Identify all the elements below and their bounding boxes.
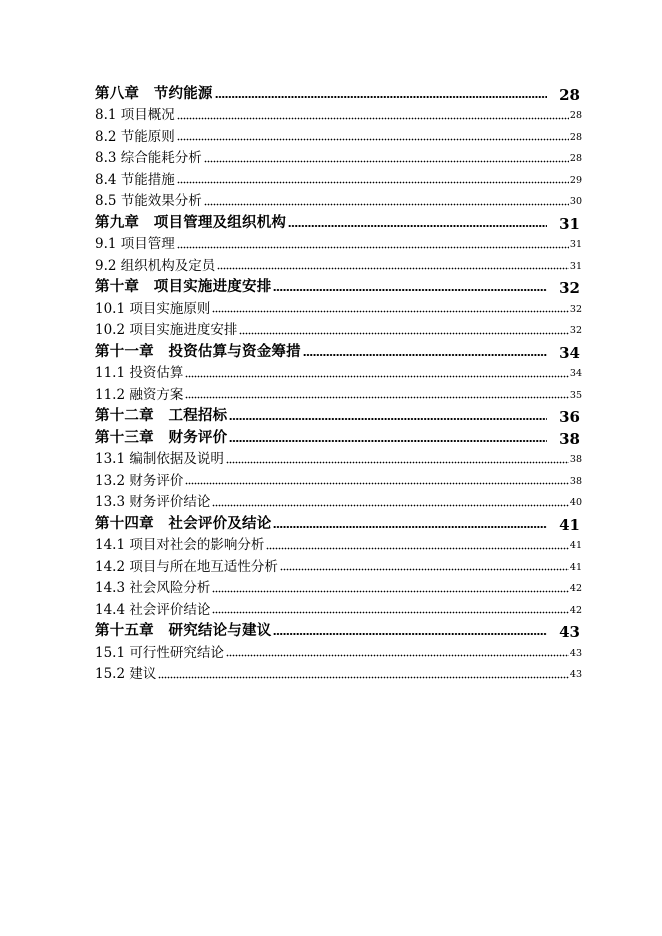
toc-section-entry[interactable] xyxy=(95,252,582,274)
dot-leader xyxy=(185,396,569,400)
toc-entry-page-number: 43 xyxy=(569,669,582,680)
toc-entry-page-number: 34 xyxy=(559,343,580,360)
toc-entry-title: 10.2 项目实施进度安排 xyxy=(95,322,238,338)
toc-entry-title: 第十一章 投资估算与资金筹措 xyxy=(95,342,301,360)
toc-entry-page-number: 35 xyxy=(569,389,582,401)
dot-leader xyxy=(212,310,569,314)
dot-leader xyxy=(212,589,569,593)
toc-entry-page-number: 42 xyxy=(569,583,582,594)
toc-entry-title: 第九章 项目管理及组织机构 xyxy=(95,213,287,231)
dot-leader xyxy=(177,116,569,120)
dot-leader xyxy=(288,224,547,228)
toc-entry-title: 8.1 项目概况 xyxy=(95,107,175,123)
dot-leader xyxy=(229,439,547,443)
dot-leader xyxy=(215,95,548,99)
toc-entry-page-number: 28 xyxy=(569,153,582,164)
toc-entry-page-number: 32 xyxy=(569,303,582,315)
toc-entry-page-number: 38 xyxy=(559,429,580,446)
toc-section-entry[interactable] xyxy=(95,575,582,597)
dot-leader xyxy=(280,568,569,572)
toc-entry-page-number: 28 xyxy=(569,131,582,143)
toc-section-entry[interactable] xyxy=(95,446,582,468)
dot-leader xyxy=(177,181,569,185)
toc-entry-page-number: 42 xyxy=(569,604,582,616)
toc-section-entry[interactable] xyxy=(95,596,582,618)
toc-entry-title: 8.5 节能效果分析 xyxy=(95,193,202,209)
toc-entry-page-number: 38 xyxy=(569,475,582,487)
toc-entry-title: 第十二章 工程招标 xyxy=(95,407,228,424)
dot-leader xyxy=(217,267,569,271)
toc-entry-title: 9.1 项目管理 xyxy=(95,236,175,252)
toc-section-entry[interactable] xyxy=(95,381,582,403)
table-of-contents xyxy=(95,80,582,682)
toc-entry-page-number: 30 xyxy=(569,196,582,207)
toc-section-entry[interactable] xyxy=(95,102,582,124)
toc-entry-page-number: 43 xyxy=(559,623,580,639)
toc-section-entry[interactable] xyxy=(95,360,582,382)
toc-chapter-entry[interactable] xyxy=(95,274,582,296)
toc-section-entry[interactable] xyxy=(95,467,582,489)
toc-entry-title: 8.4 节能措施 xyxy=(95,171,175,188)
dot-leader xyxy=(185,482,569,486)
toc-entry-title: 第八章 节约能源 xyxy=(95,84,213,102)
toc-entry-page-number: 32 xyxy=(559,279,580,295)
dot-leader xyxy=(226,654,569,658)
toc-section-entry[interactable] xyxy=(95,145,582,167)
toc-entry-page-number: 31 xyxy=(559,214,580,231)
toc-entry-title: 13.3 财务评价结论 xyxy=(95,494,211,510)
toc-entry-title: 第十五章 研究结论与建议 xyxy=(95,622,272,639)
toc-entry-page-number: 29 xyxy=(569,174,582,186)
toc-chapter-entry[interactable] xyxy=(95,618,582,640)
toc-entry-title: 15.1 可行性研究结论 xyxy=(95,644,224,661)
toc-entry-title: 10.1 项目实施原则 xyxy=(95,300,211,317)
toc-entry-title: 13.1 编制依据及说明 xyxy=(95,451,224,467)
toc-chapter-entry[interactable] xyxy=(95,338,582,360)
toc-section-entry[interactable] xyxy=(95,295,582,317)
dot-leader xyxy=(185,374,569,378)
toc-chapter-entry[interactable] xyxy=(95,403,582,425)
toc-section-entry[interactable] xyxy=(95,639,582,661)
toc-entry-page-number: 34 xyxy=(569,368,582,379)
toc-entry-page-number: 38 xyxy=(569,454,582,465)
toc-entry-page-number: 31 xyxy=(569,260,582,272)
toc-entry-page-number: 28 xyxy=(559,85,580,102)
dot-leader xyxy=(266,546,569,550)
toc-entry-title: 8.2 节能原则 xyxy=(95,128,175,145)
dot-leader xyxy=(212,611,569,615)
toc-section-entry[interactable] xyxy=(95,553,582,575)
toc-section-entry[interactable] xyxy=(95,188,582,210)
toc-entry-title: 9.2 组织机构及定员 xyxy=(95,257,216,274)
toc-entry-page-number: 32 xyxy=(569,325,582,336)
dot-leader xyxy=(229,417,547,421)
toc-section-entry[interactable] xyxy=(95,231,582,253)
toc-section-entry[interactable] xyxy=(95,532,582,554)
dot-leader xyxy=(158,675,569,679)
dot-leader xyxy=(177,245,569,249)
toc-entry-page-number: 41 xyxy=(569,540,582,551)
dot-leader xyxy=(273,632,547,636)
toc-entry-title: 13.2 财务评价 xyxy=(95,472,184,489)
toc-section-entry[interactable] xyxy=(95,317,582,339)
dot-leader xyxy=(239,331,569,335)
dot-leader xyxy=(273,525,547,529)
dot-leader xyxy=(212,503,569,507)
toc-entry-page-number: 36 xyxy=(559,408,580,424)
dot-leader xyxy=(273,288,547,292)
toc-section-entry[interactable] xyxy=(95,123,582,145)
dot-leader xyxy=(204,202,569,206)
toc-entry-page-number: 43 xyxy=(569,647,582,659)
toc-section-entry[interactable] xyxy=(95,489,582,511)
toc-entry-title: 第十三章 财务评价 xyxy=(95,428,228,446)
toc-entry-title: 14.2 项目与所在地互适性分析 xyxy=(95,558,278,575)
toc-entry-title: 11.1 投资估算 xyxy=(95,365,184,381)
toc-entry-title: 第十章 项目实施进度安排 xyxy=(95,278,272,295)
toc-entry-page-number: 31 xyxy=(569,239,582,250)
dot-leader xyxy=(204,159,569,163)
dot-leader xyxy=(303,353,547,357)
toc-entry-title: 14.1 项目对社会的影响分析 xyxy=(95,537,265,553)
toc-entry-page-number: 40 xyxy=(569,497,582,508)
toc-section-entry[interactable] xyxy=(95,661,582,683)
toc-entry-title: 14.3 社会风险分析 xyxy=(95,580,211,596)
toc-entry-title: 8.3 综合能耗分析 xyxy=(95,150,202,166)
toc-entry-page-number: 41 xyxy=(559,515,580,532)
toc-section-entry[interactable] xyxy=(95,166,582,188)
dot-leader xyxy=(226,460,569,464)
toc-entry-title: 14.4 社会评价结论 xyxy=(95,601,211,618)
toc-entry-title: 15.2 建议 xyxy=(95,666,157,682)
toc-entry-page-number: 28 xyxy=(569,110,582,121)
toc-entry-title: 11.2 融资方案 xyxy=(95,386,184,403)
toc-chapter-entry[interactable] xyxy=(95,209,582,231)
toc-chapter-entry[interactable] xyxy=(95,80,582,102)
toc-entry-page-number: 41 xyxy=(569,561,582,573)
dot-leader xyxy=(177,138,569,142)
toc-chapter-entry[interactable] xyxy=(95,424,582,446)
toc-chapter-entry[interactable] xyxy=(95,510,582,532)
toc-entry-title: 第十四章 社会评价及结论 xyxy=(95,514,272,532)
